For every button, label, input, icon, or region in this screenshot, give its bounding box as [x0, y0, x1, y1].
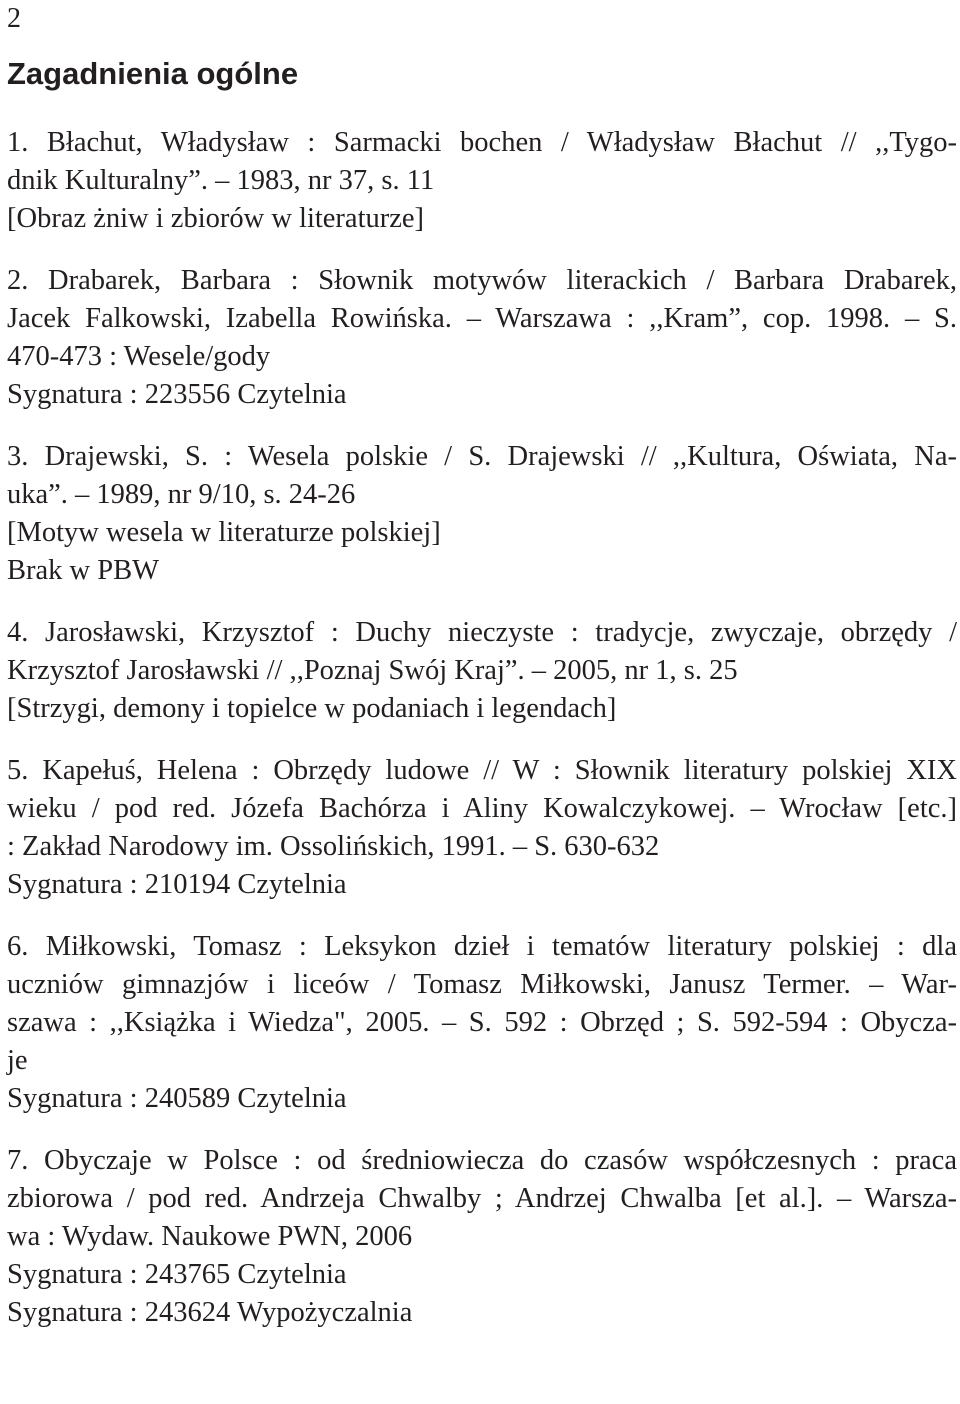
page-number: 2: [7, 3, 21, 34]
bibliography-entry: [7, 752, 957, 904]
entry-line: 5. Kapełuś, Helena : Obrzędy ludowe // W : Słownik literatury polskiej XIX: [7, 755, 957, 786]
entry-line: 4. Jarosławski, Krzysztof : Duchy nieczyste : tradycje, zwyczaje, obrzędy /: [7, 617, 957, 648]
entry-line: uczniów gimnazjów i liceów / Tomasz Miłkowski, Janusz Termer. – War-: [7, 969, 957, 1000]
entry-line: 2. Drabarek, Barbara : Słownik motywów literackich / Barbara Drabarek,: [7, 265, 957, 296]
entry-line: 470-473 : Wesele/gody: [7, 341, 271, 372]
bibliography-entry: [7, 438, 957, 590]
entry-line: uka”. – 1989, nr 9/10, s. 24-26: [7, 479, 356, 510]
bibliography-list: [7, 124, 957, 1332]
entry-line: Sygnatura : 243624 Wypożyczalnia: [7, 1297, 413, 1328]
entry-line: wieku / pod red. Józefa Bachórza i Aliny Kowalczykowej. – Wrocław [etc.]: [7, 793, 957, 824]
bibliography-entry: [7, 1142, 957, 1332]
section-title: Zagadnienia ogólne: [7, 56, 299, 91]
entry-line: [Obraz żniw i zbiorów w literaturze]: [7, 203, 425, 234]
entry-line: 3. Drajewski, S. : Wesela polskie / S. Drajewski // ,,Kultura, Oświata, Na-: [7, 441, 957, 472]
entry-line: 6. Miłkowski, Tomasz : Leksykon dzieł i tematów literatury polskiej : dla: [7, 931, 957, 962]
entry-line: 1. Błachut, Władysław : Sarmacki bochen / Władysław Błachut // ,,Tygo-: [7, 127, 957, 158]
entry-line: 7. Obyczaje w Polsce : od średniowiecza do czasów współczesnych : praca: [7, 1145, 957, 1176]
entry-line: [Strzygi, demony i topielce w podaniach i legendach]: [7, 693, 617, 724]
entry-line: Brak w PBW: [7, 555, 159, 586]
document-page: [7, 0, 957, 1356]
entry-line: szawa : ,,Książka i Wiedza", 2005. – S. 592 : Obrzęd ; S. 592-594 : Obycza-: [7, 1007, 957, 1038]
entry-line: Sygnatura : 243765 Czytelnia: [7, 1259, 347, 1290]
entry-line: Sygnatura : 240589 Czytelnia: [7, 1083, 347, 1114]
entry-line: zbiorowa / pod red. Andrzeja Chwalby ; Andrzej Chwalba [et al.]. – Warsza-: [7, 1183, 957, 1214]
bibliography-entry: [7, 928, 957, 1118]
entry-line: wa : Wydaw. Naukowe PWN, 2006: [7, 1221, 413, 1252]
entry-line: Krzysztof Jarosławski // ,,Poznaj Swój Kraj”. – 2005, nr 1, s. 25: [7, 655, 738, 686]
entry-line: Sygnatura : 210194 Czytelnia: [7, 869, 347, 900]
bibliography-entry: [7, 614, 957, 728]
entry-line: Sygnatura : 223556 Czytelnia: [7, 379, 347, 410]
entry-line: Jacek Falkowski, Izabella Rowińska. – Warszawa : ,,Kram”, cop. 1998. – S.: [7, 303, 957, 334]
bibliography-entry: [7, 124, 957, 238]
entry-line: dnik Kulturalny”. – 1983, nr 37, s. 11: [7, 165, 435, 196]
entry-line: [Motyw wesela w literaturze polskiej]: [7, 517, 441, 548]
entry-line: je: [7, 1045, 28, 1076]
entry-line: : Zakład Narodowy im. Ossolińskich, 1991. – S. 630-632: [7, 831, 660, 862]
bibliography-entry: [7, 262, 957, 414]
